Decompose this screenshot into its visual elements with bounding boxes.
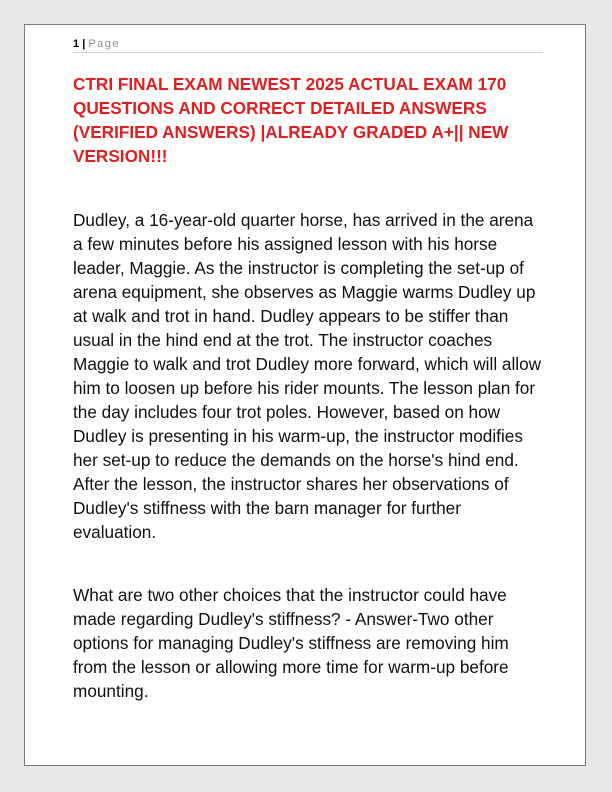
scenario-paragraph: Dudley, a 16-year-old quarter horse, has arrived in the arena a few minutes before his assigned lesson with his horse leader, Maggie. As the instructor is completing the set-up of arena equipment, she observes as Maggie warms Dudley up at walk and trot in hand. Dudley appears to be stiffer than usual in the hind end at the trot. The instructor coaches Maggie to walk and trot Dudley more forward, which will allow him to loosen up before his rider mounts. The lesson plan for the day includes four trot poles. However, based on how Dudley is presenting in his warm-up, the instructor modifies her set-up to reduce the demands on the horse's hind end. After the lesson, the instructor shares her observations of Dudley's stiffness with the barn manager for further evaluation. [73,210,542,542]
page-label: Page [88,38,121,50]
page-header [73,37,543,53]
page-separator: | [82,38,86,50]
question-answer-paragraph: What are two other choices that the instructor could have made regarding Dudley's stiffness? - Answer-Two other options for managing Dudley's stiffness are removing him from the lesson or allowing more time for warm-up before mounting. [73,585,509,701]
page-number: 1 [73,38,80,50]
document-title: CTRI FINAL EXAM NEWEST 2025 ACTUAL EXAM 170 QUESTIONS AND CORRECT DETAILED ANSWERS (VERIFIED ANSWERS) |ALREADY GRADED A+|| NEW VERSION!!! [73,74,509,166]
document-page [24,24,586,766]
